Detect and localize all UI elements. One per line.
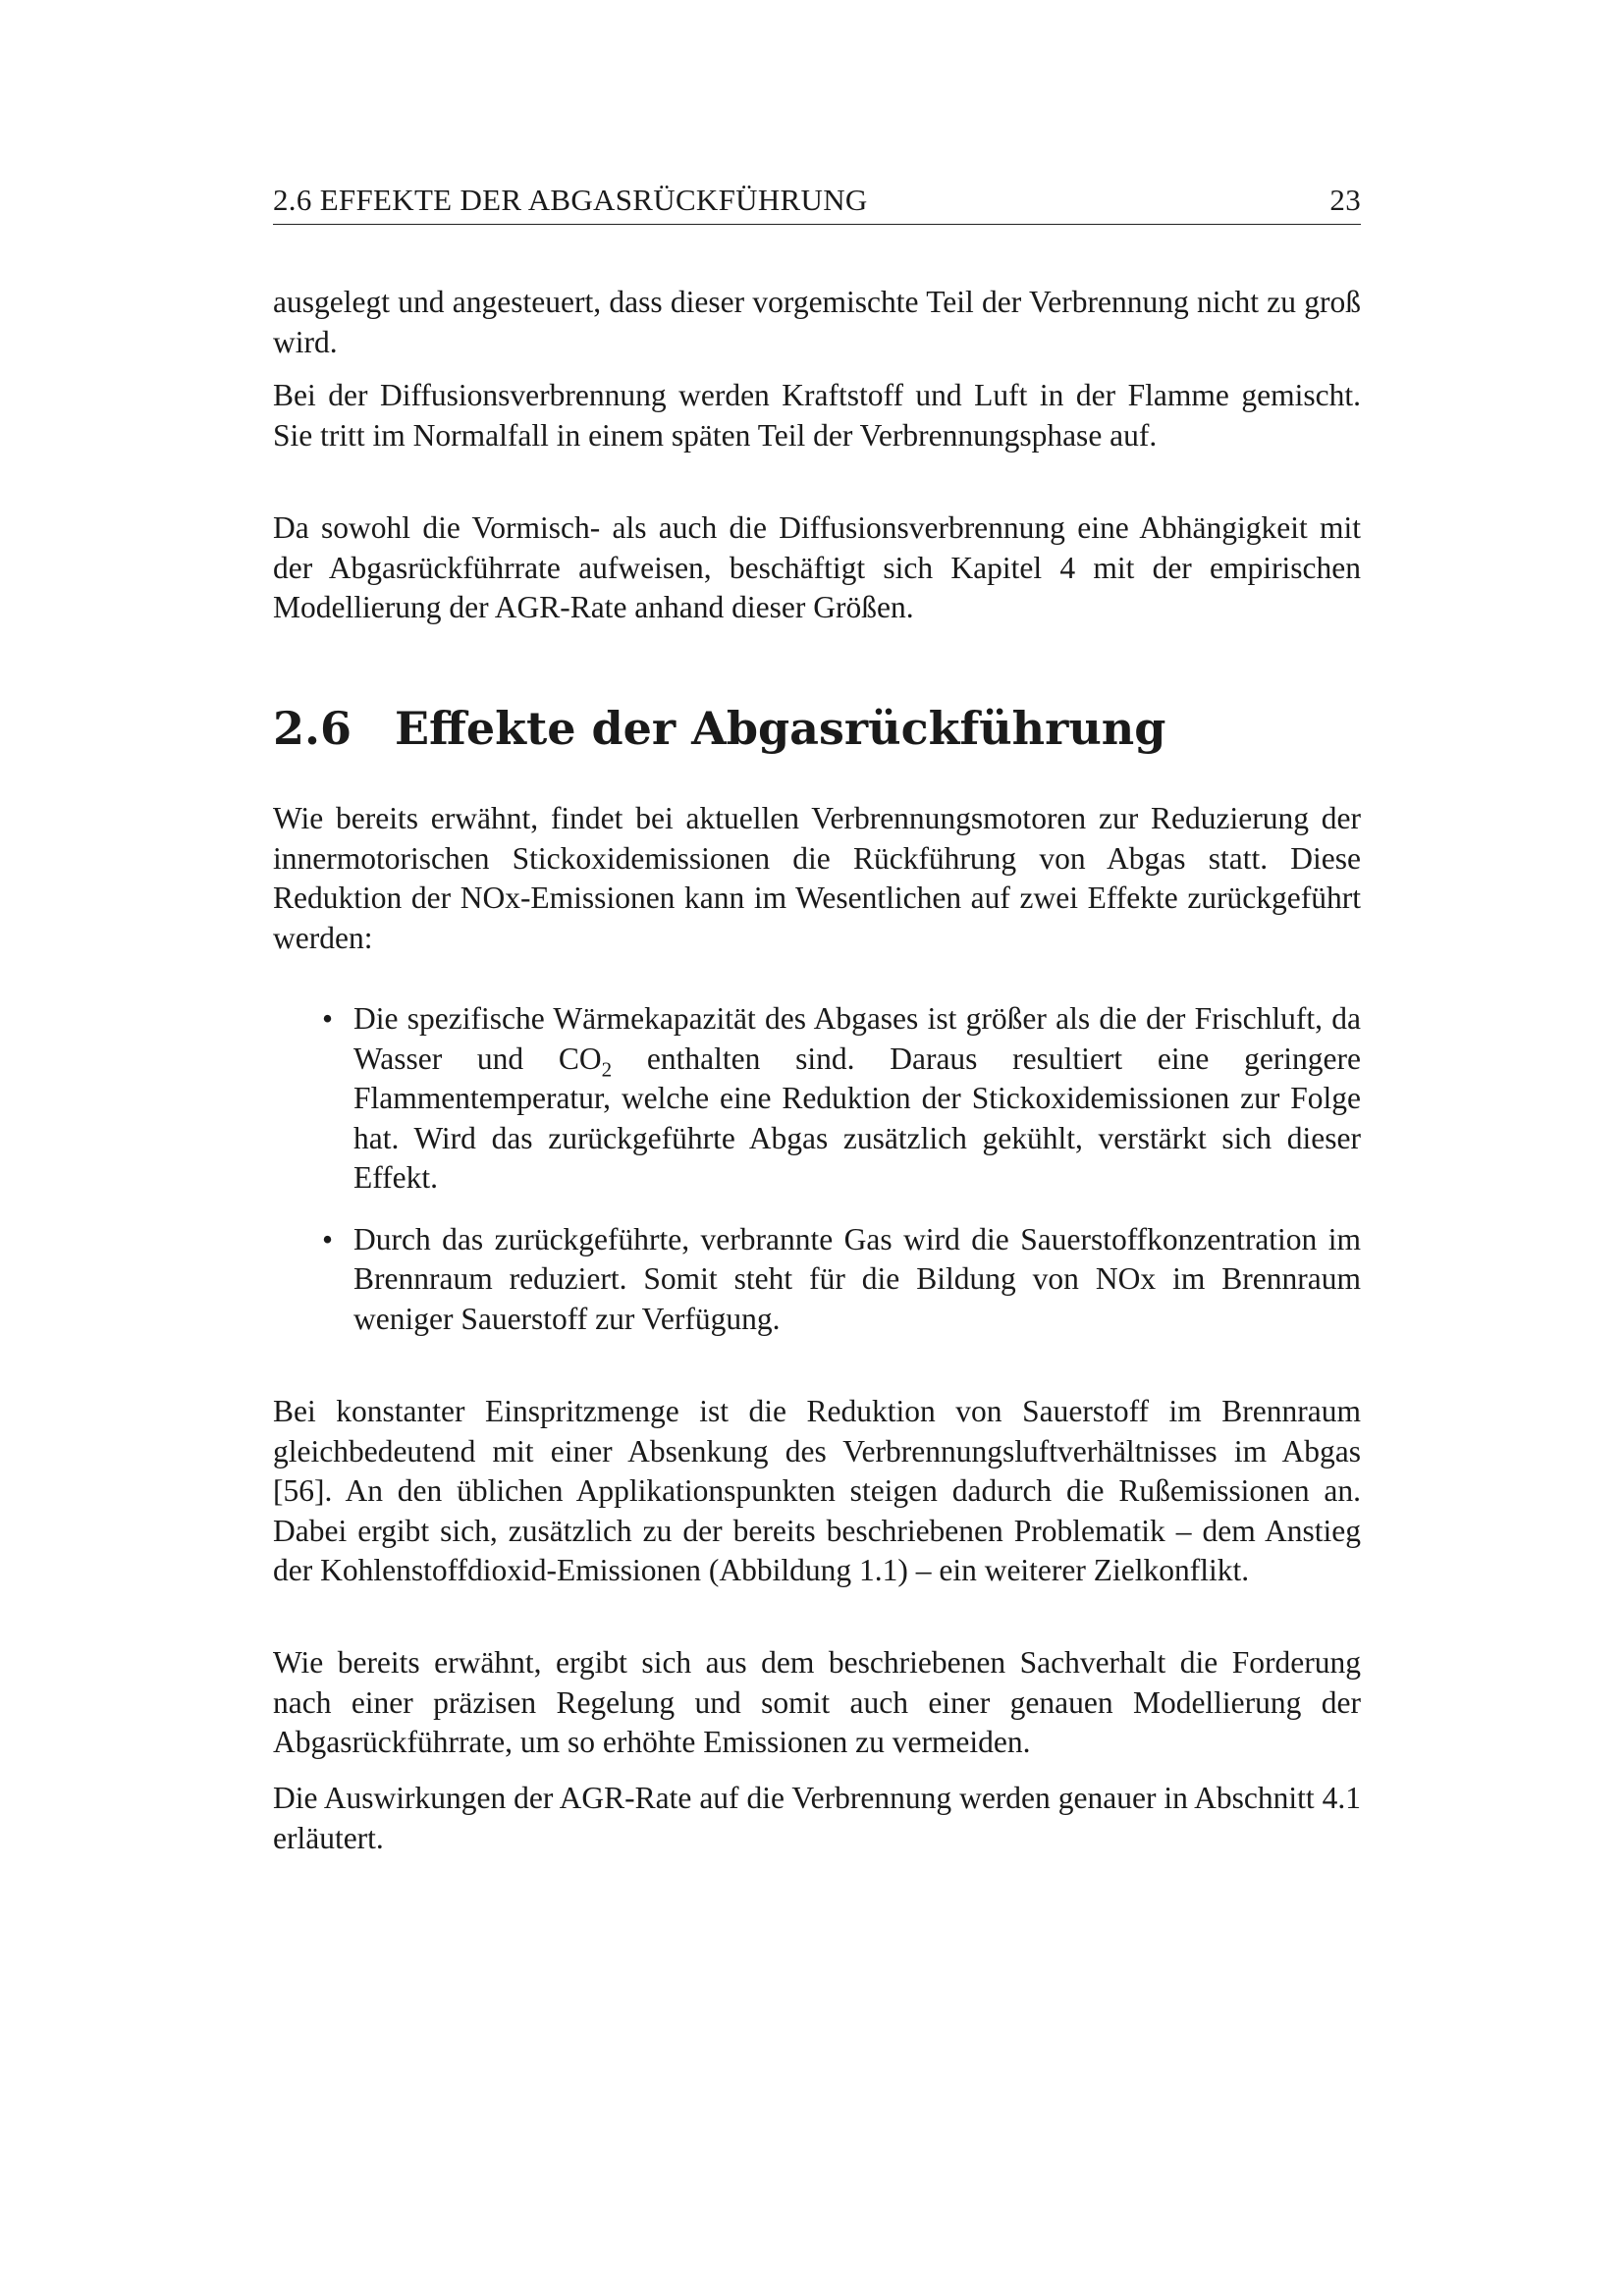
page-number: 23 — [1329, 183, 1361, 217]
paragraph: Da sowohl die Vormisch- als auch die Diffusionsverbrennung eine Abhängigkeit mit der Abgasrückführrate aufweisen, beschäftigt sich Kapitel 4 mit der empirischen Modellierung der AGR-Rate anhand dieser Größen. — [273, 510, 1361, 624]
running-header — [273, 183, 1361, 225]
bullet-marker: • — [322, 1001, 334, 1036]
section-title: Effekte der Abgasrückführung — [395, 702, 1166, 755]
bullet-marker: • — [322, 1221, 334, 1256]
section-intro-paragraph: Wie bereits erwähnt, findet bei aktuellen Verbrennungsmotoren zur Reduzierung der innermotorischen Stickoxidemissionen die Rückführung von Abgas statt. Diese Reduktion der NOx-Emissionen kann im Wesentlichen auf zwei Effekte zurückgeführt werden: — [273, 801, 1361, 955]
list-item: • Durch das zurückgeführte, verbrannte Gas wird die Sauerstoffkonzentration im Brennraum reduziert. Somit steht für die Bildung von NOx im Brennraum weniger Sauerstoff zur Verfügung. — [322, 1221, 1361, 1336]
paragraph: Bei der Diffusionsverbrennung werden Kraftstoff und Luft in der Flamme gemischt. Sie tritt im Normalfall in einem späten Teil der Verbrennungsphase auf. — [273, 378, 1361, 453]
paragraph: Bei konstanter Einspritzmenge ist die Reduktion von Sauerstoff im Brennraum gleichbedeutend mit einer Absenkung des Verbrennungsluftverhältnisses im Abgas [56]. An den üblichen Applikationspunkten steigen dadurch die Rußemissionen an. Dabei ergibt sich, zusätzlich zu der bereits beschriebenen Problematik – dem Anstieg der Kohlenstoffdioxid-Emissionen (Abbildung 1.1) – ein weiterer Zielkonflikt. — [273, 1394, 1361, 1587]
list-item: • Die spezifische Wärmekapazität des Abgases ist größer als die der Frischluft, da Wasser und $CO_2$ enthalten sind. Daraus resultiert eine geringere Flammentemperatur, welche eine Reduktion der Stickoxidemissionen zur Folge hat. Wird das zurückgeführte Abgas zusätzlich gekühlt, verstärkt sich dieser Effekt. — [322, 1001, 1362, 1195]
running-title: 2.6 EFFEKTE DER ABGASRÜCKFÜHRUNG — [273, 183, 868, 217]
paragraph: Wie bereits erwähnt, ergibt sich aus dem beschriebenen Sachverhalt die Forderung nach einer präzisen Regelung und somit auch einer genauen Modellierung der Abgasrückführrate, um so erhöhte Emissionen zu vermeiden. — [273, 1645, 1361, 1759]
section-heading — [273, 699, 1165, 758]
section-number: 2.6 — [273, 702, 352, 755]
paragraph: ausgelegt und angesteuert, dass dieser vorgemischte Teil der Verbrennung nicht zu groß wird. — [273, 285, 1361, 359]
bullet-list — [273, 999, 1361, 1361]
paragraph: Die Auswirkungen der AGR-Rate auf die Verbrennung werden genauer in Abschnitt 4.1 erläutert. — [273, 1781, 1361, 1855]
